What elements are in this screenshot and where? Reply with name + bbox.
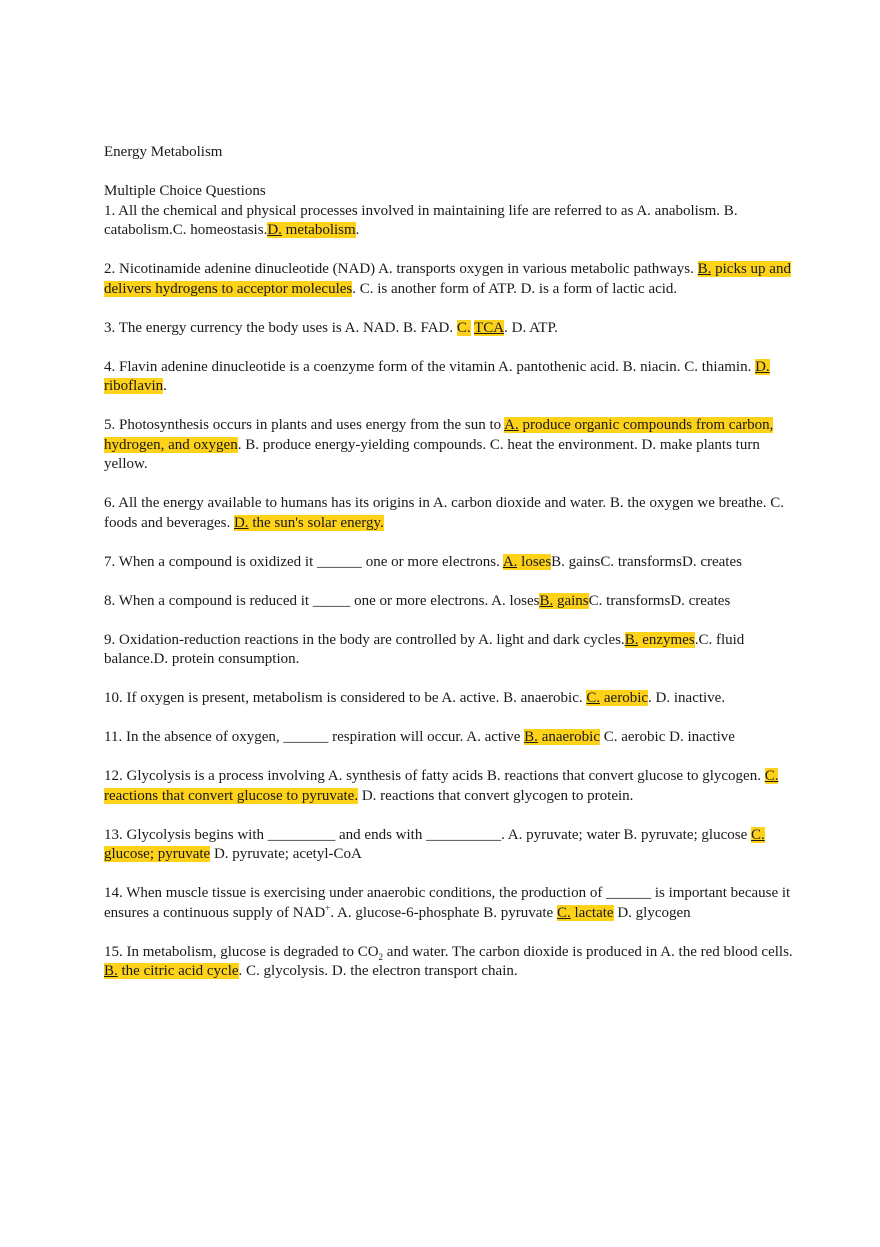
question-9: [104, 631, 794, 670]
highlighted-answer: B.: [104, 963, 118, 979]
question-text: C. aerobic D. inactive: [599, 729, 735, 745]
question-5: [104, 416, 794, 475]
highlighted-answer: A.: [504, 417, 519, 433]
question-text: 9. Oxidation-reduction reactions in the body are controlled by A. light and dark cycles.: [104, 631, 625, 648]
highlighted-answer: lactate: [570, 904, 614, 921]
question-1: [104, 202, 794, 241]
question-3: [104, 319, 794, 339]
highlighted-answer: TCA: [474, 319, 505, 336]
question-text: 2. Nicotinamide adenine dinucleotide (NAD) A. transports oxygen in various metabolic pathways.: [104, 261, 698, 277]
highlighted-answer: B.: [539, 592, 554, 609]
question-text: 10. If oxygen is present, metabolism is considered to be A. active. B. anaerobic.: [104, 690, 587, 706]
question-7: [104, 553, 794, 573]
highlighted-answer: reactions that convert glucose to pyruvate.: [104, 787, 359, 804]
question-text: +: [325, 902, 331, 913]
question-list: [104, 202, 794, 982]
section-heading: Multiple Choice Questions: [104, 183, 266, 199]
highlighted-answer: B.: [524, 729, 538, 745]
question-14: [104, 884, 794, 923]
highlighted-answer: C.: [751, 826, 765, 843]
question-text: 15. In metabolism, glucose is degraded to CO: [104, 943, 379, 960]
highlighted-answer: B.: [697, 261, 712, 277]
question-11: [104, 728, 794, 748]
question-text: 5. Photosynthesis occurs in plants and uses energy from the sun to: [104, 417, 505, 433]
question-text: D. reactions that convert glycogen to protein.: [358, 787, 634, 804]
question-15: [104, 943, 794, 982]
question-8: [104, 592, 794, 612]
question-text: 13. Glycolysis begins with _________ and ends with __________. A. pyruvate; water B. pyruvate; glucose: [104, 826, 751, 843]
highlighted-answer: anaerobic: [537, 729, 600, 745]
highlighted-answer: riboflavin: [104, 378, 164, 394]
question-text: .C. fluid balance.D. protein consumption.: [104, 631, 745, 667]
highlighted-answer: C.: [556, 904, 571, 921]
highlighted-answer: metabolism: [281, 222, 356, 238]
highlighted-answer: the citric acid cycle: [117, 963, 239, 979]
highlighted-answer: C.: [586, 690, 601, 706]
question-text: 2: [378, 951, 384, 962]
highlighted-answer: picks up and delivers hydrogens to acceptor molecules: [104, 261, 791, 297]
question-text: C. transformsD. creates: [588, 592, 731, 609]
question-text: .: [163, 378, 167, 394]
highlighted-answer: the sun's solar energy.: [248, 514, 384, 531]
highlighted-answer: B.: [624, 631, 639, 648]
document-body: [104, 143, 794, 1001]
question-13: [104, 826, 794, 865]
question-text: 1. All the chemical and physical processes involved in maintaining life are referred to as A. anabolism. B. catabolism.C. homeostasis.: [104, 202, 738, 238]
question-text: 6. All the energy available to humans has its origins in A. carbon dioxide and water. B. the oxygen we breathe. C. foods and beverages.: [104, 495, 784, 531]
highlighted-answer: D.: [267, 222, 282, 238]
highlighted-answer: enzymes: [638, 631, 695, 648]
question-text: B. gainsC. transformsD. creates: [551, 553, 742, 570]
question-text: .: [355, 222, 360, 238]
question-12: [104, 767, 794, 806]
question-text: D. glycogen: [613, 904, 691, 921]
question-2: [104, 260, 794, 299]
document-title: Energy Metabolism: [104, 144, 223, 160]
question-text: . D. inactive.: [648, 690, 726, 706]
question-text: 12. Glycolysis is a process involving A. synthesis of fatty acids B. reactions that convert glucose to glycogen.: [104, 768, 765, 784]
highlighted-answer: A.: [502, 553, 518, 570]
highlighted-answer: C.: [764, 768, 779, 784]
question-text: 4. Flavin adenine dinucleotide is a coenzyme form of the vitamin A. pantothenic acid. B. niacin. C. thiamin.: [104, 358, 756, 375]
question-text: 8. When a compound is reduced it _____ one or more electrons. A. loses: [104, 592, 540, 609]
highlighted-answer: aerobic: [600, 690, 649, 706]
highlighted-answer: glucose; pyruvate: [104, 846, 211, 862]
question-text: D. pyruvate; acetyl-CoA: [210, 846, 362, 862]
highlighted-answer: C.: [456, 319, 471, 336]
question-text: 14. When muscle tissue is exercising under anaerobic conditions, the production of ______ is important because it ensures a continuous supply of NAD: [104, 885, 791, 921]
question-10: [104, 689, 794, 709]
question-text: . B. produce energy-yielding compounds. C. heat the environment. D. make plants turn yellow.: [104, 436, 760, 472]
highlighted-answer: D.: [755, 358, 770, 375]
question-6: [104, 494, 794, 533]
question-text: . C. glycolysis. D. the electron transport chain.: [238, 963, 518, 979]
highlighted-answer: loses: [517, 553, 552, 570]
question-text: and water. The carbon dioxide is produced in A. the red blood cells.: [383, 943, 793, 960]
highlighted-answer: D.: [233, 514, 249, 531]
highlighted-answer: gains: [553, 592, 589, 609]
question-text: 3. The energy currency the body uses is A. NAD. B. FAD.: [104, 319, 457, 336]
question-4: [104, 358, 794, 397]
question-text: 11. In the absence of oxygen, ______ respiration will occur. A. active: [104, 729, 525, 745]
question-text: . A. glucose-6-phosphate B. pyruvate: [330, 904, 557, 921]
highlighted-answer: produce organic compounds from carbon, hydrogen, and oxygen: [104, 417, 774, 453]
question-text: 7. When a compound is oxidized it ______ one or more electrons.: [104, 553, 503, 570]
question-text: . D. ATP.: [504, 319, 558, 336]
question-text: . C. is another form of ATP. D. is a form of lactic acid.: [352, 280, 678, 297]
